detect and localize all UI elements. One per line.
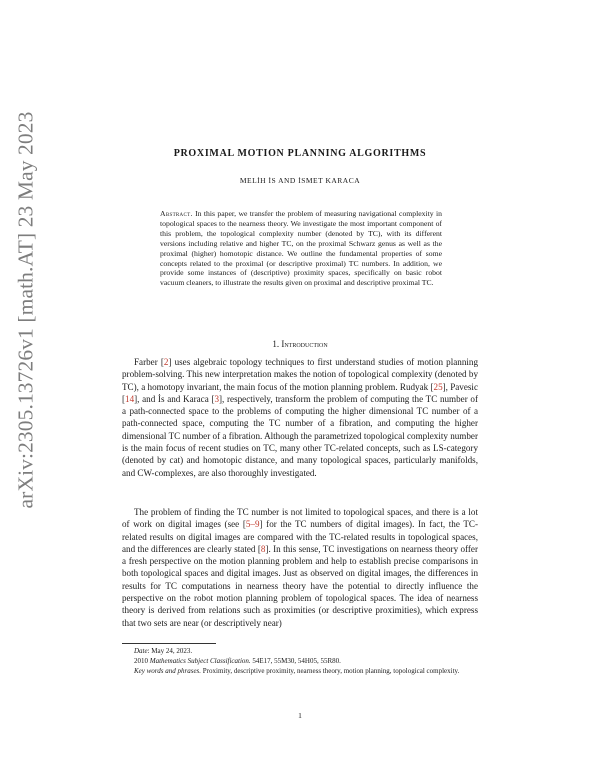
- footnote-rule: [122, 643, 216, 644]
- section-heading: [120, 339, 480, 349]
- citation-link[interactable]: 2: [163, 357, 169, 367]
- section-number: 1.: [272, 339, 280, 349]
- footnote-keywords-value: Proximity, descriptive proximity, nearness theory, motion planning, topological complexity.: [201, 667, 460, 675]
- para2-text-2: ] for the TC numbers of digital images). In fact, the TC-related results on digital images are compared with the TC-related results in topological spaces, and the differences are clearly stated [: [122, 519, 478, 554]
- arxiv-stamp: [11, 30, 41, 590]
- footnote-date: [122, 647, 478, 657]
- citation-link[interactable]: 14: [125, 393, 135, 404]
- footnote-date-value: : May 24, 2023.: [147, 647, 193, 655]
- footnote-msc: [122, 657, 478, 667]
- footnote-msc-value: 54E17, 55M30, 54H05, 55R80.: [250, 657, 341, 665]
- paper-title: PROXIMAL MOTION PLANNING ALGORITHMS: [173, 148, 427, 159]
- abstract-text: In this paper, we transfer the problem of measuring navigational complexity in topological spaces to the nearness theory. We investigate the most important component of this problem, the topological complexity number (denoted by TC), with its different versions including relative and higher TC, on the proximal Schwarz genus as well as the proximal (higher) homotopic distance. We outline the fundamental properties of some concepts related to the proximal (or descriptive proximal) TC numbers. In addition, we provide some instances of (descriptive) proximity spaces, specifically on basic robot vacuum cleaners, to illustrate the results given on proximal and descriptive proximal TC.: [160, 209, 442, 288]
- para1-text-2: ] uses algebraic topology techniques to first understand studies of motion planning problem-solving. This new interpretation makes the notion of topological complexity (denoted by TC), a homotopy invariant, the main focus of the motion planning problem. Rudyak [: [122, 357, 478, 392]
- para1-text-1: Farber [: [134, 357, 164, 367]
- citation-link[interactable]: 5–9: [245, 519, 260, 530]
- para1-text-5: ], respectively, transform the problem of computing the TC number of a path-connected space to the problems of computing the higher dimensional TC number of a path-connected space, computing the TC number of a fibration, and computing the higher dimensional TC number of a fibration. Although the parametrized topological complexity number is the main focus of recent studies on TC, many other TC-related concepts, such as LS-category (denoted by cat) and homotopic distance, and many topological spaces, particularly manifolds, and CW-complexes, are also thoroughly investigated.: [122, 393, 479, 478]
- footnote-msc-prefix: 2010: [134, 657, 150, 665]
- para1-text-3: ], Pavesic [: [122, 381, 478, 404]
- page-number: 1: [298, 711, 302, 720]
- footnote-date-label: Date: [134, 647, 148, 655]
- para2-text-1: The problem of finding the TC number is not limited to topological spaces, and there is a lot of work on digital images (see [: [122, 507, 478, 530]
- footnote-keywords: [122, 667, 478, 677]
- citation-link[interactable]: 8: [260, 543, 266, 554]
- intro-paragraph-2: [122, 506, 478, 629]
- footnote-msc-label: Mathematics Subject Classification.: [149, 657, 251, 665]
- citation-link[interactable]: 3: [214, 393, 220, 404]
- paper-authors: MELİH İS AND İSMET KARACA: [239, 176, 361, 185]
- arxiv-stamp-text: arXiv:2305.13726v1 [math.AT] 23 May 2023: [13, 111, 38, 509]
- section-title: Introduction: [281, 339, 328, 349]
- abstract: [160, 209, 442, 288]
- para1-text-4: ], and İs and Karaca [: [134, 393, 215, 404]
- footnote-keywords-label: Key words and phrases.: [134, 667, 202, 675]
- citation-link[interactable]: 25: [433, 381, 443, 392]
- intro-paragraph-1: [122, 356, 478, 479]
- abstract-label: Abstract.: [160, 209, 193, 218]
- para2-text-3: ]. In this sense, TC investigations on nearness theory offer a fresh perspective on the motion planning problem and help to establish precise comparisons in both topological spaces and digital images. Just as observed on digital images, the differences in results for TC computations in nearness theory have the potential to directly influence the perspective on the robot motion planning problem of topological spaces. The idea of nearness theory is derived from relations such as proximities (or descriptive proximities), which express that two sets are near (or descriptively near): [122, 543, 479, 628]
